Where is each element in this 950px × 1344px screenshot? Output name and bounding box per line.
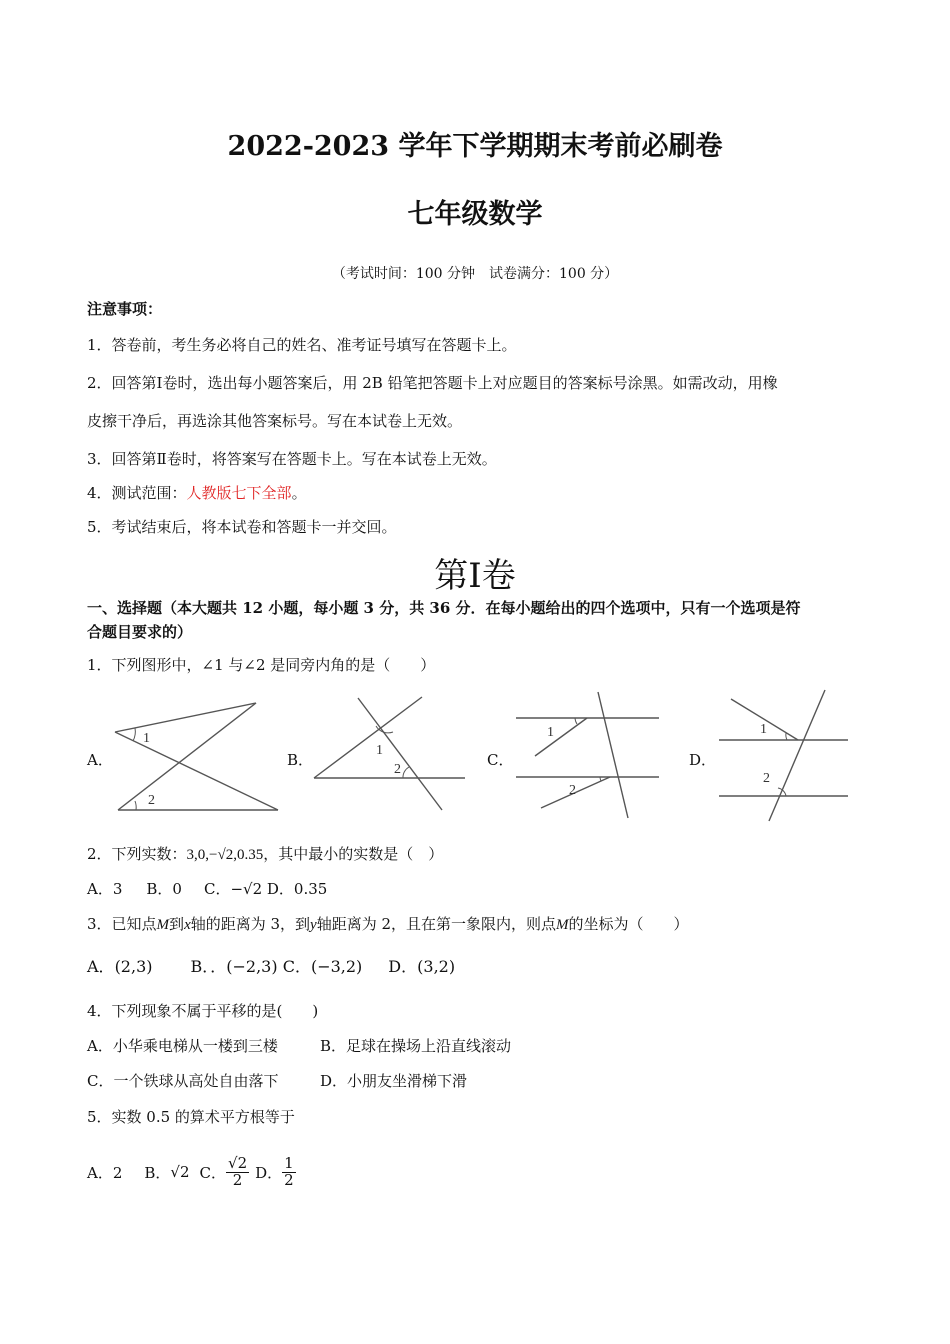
subject-title: 七年级数学 <box>407 199 543 230</box>
q5-option-b-label: B． <box>144 1163 171 1182</box>
q2-stem-suffix: ，其中最小的实数是（ ） <box>263 845 444 863</box>
figure-d <box>716 688 851 823</box>
q2-option-b: B．0 <box>146 880 182 898</box>
q3-option-b-label: B．． <box>190 957 227 976</box>
q5-option-c-fraction <box>226 1153 249 1189</box>
part-heading: 合题目要求的） <box>87 623 193 641</box>
q3-var-m: M <box>156 917 170 933</box>
q2-option-a: A．3 <box>87 880 123 898</box>
figure-b <box>310 692 470 817</box>
question-3-options <box>87 954 455 977</box>
q5-option-c-label: C． <box>199 1163 227 1182</box>
q3-option-c: (−3,2) <box>310 957 363 976</box>
q2-stem-prefix: 2．下列实数： <box>87 845 187 863</box>
q2-stem-values: 3,0,−√2,0.35 <box>186 847 264 863</box>
question-5-options <box>87 1147 296 1197</box>
note-item-scope <box>87 482 307 503</box>
q4-option-c: C．一个铁球从高处自由落下 <box>87 1072 279 1090</box>
fraction-denominator: 2 <box>232 1170 243 1189</box>
q4-option-a: A．小华乘电梯从一楼到三楼 <box>87 1037 278 1055</box>
section-title: 第Ⅰ卷 <box>434 556 516 596</box>
q1-option-a: A． <box>87 751 113 769</box>
note-item: 5．考试结束后，将本试卷和答题卡一并交回。 <box>87 518 397 536</box>
fraction-denominator: 2 <box>284 1170 294 1189</box>
q3-option-b: (−2,3) <box>226 957 278 976</box>
q3-stem-part: 3．已知点 <box>87 915 157 933</box>
exam-info: （考试时间：100 分钟 试卷满分：100 分） <box>331 266 619 282</box>
q5-option-a: A．2 <box>87 1163 123 1182</box>
question-1-stem: 1．下列图形中，∠1 与∠2 是同旁内角的是（ ） <box>87 656 436 674</box>
q3-stem-part: 轴的距离为 3，到 <box>190 915 311 933</box>
scope-prefix: 4．测试范围： <box>87 484 187 502</box>
q1-option-b: B． <box>287 751 314 769</box>
note-item: 3．回答第Ⅱ卷时，将答案写在答题卡上。写在本试卷上无效。 <box>87 450 497 468</box>
q3-stem-part: 轴距离为 2，且在第一象限内，则点 <box>316 915 557 933</box>
q1-option-c: C． <box>487 751 514 769</box>
q3-stem-part: 的坐标为（ ） <box>568 915 689 933</box>
q3-var-y: y <box>310 917 317 933</box>
q5-option-d-fraction <box>282 1153 296 1189</box>
angle-1-label: 1 <box>760 722 767 737</box>
q3-option-a-label: A． <box>87 957 115 976</box>
q4-option-d: D．小朋友坐滑梯下滑 <box>320 1072 468 1090</box>
note-item: 1．答卷前，考生务必将自己的姓名、准考证号填写在答题卡上。 <box>87 336 517 354</box>
angle-1-label: 1 <box>376 743 383 758</box>
question-2-stem <box>87 843 443 864</box>
q2-option-c-label: C． <box>203 880 231 898</box>
question-3-stem <box>87 913 689 934</box>
figure-c <box>513 690 663 820</box>
q3-var-m: M <box>556 917 569 933</box>
q5-option-b: √2 <box>170 1163 190 1181</box>
question-2-options <box>87 878 327 899</box>
scope-suffix: 。 <box>291 484 307 502</box>
q2-option-c-value: −√2 <box>230 880 263 898</box>
angle-2-label: 2 <box>763 771 770 786</box>
part-heading: 一、选择题（本大题共 12 小题，每小题 3 分，共 36 分．在每小题给出的四个选项中，只有一个选项是符 <box>87 599 801 617</box>
angle-2-label: 2 <box>569 783 576 798</box>
q3-stem-part: 到 <box>169 915 185 933</box>
q1-option-d: D． <box>689 751 717 769</box>
q2-option-d: D．0.35 <box>266 880 328 898</box>
angle-1-label: 1 <box>547 725 554 740</box>
q3-option-d-label: D． <box>388 957 418 976</box>
q3-option-d: (3,2) <box>417 957 456 976</box>
note-item: 皮擦干净后，再选涂其他答案标号。写在本试卷上无效。 <box>87 412 463 430</box>
q3-option-a: (2,3) <box>114 957 153 976</box>
fraction-numerator: √2 <box>228 1153 248 1172</box>
angle-2-label: 2 <box>148 793 155 808</box>
question-5-stem: 5．实数 0.5 的算术平方根等于 <box>87 1108 295 1126</box>
figure-a <box>108 695 288 820</box>
q3-option-c-label: C． <box>282 957 311 976</box>
exam-title: 2022-2023 学年下学期期末考前必刷卷 <box>227 131 723 162</box>
fraction-numerator: 1 <box>284 1153 294 1172</box>
note-item: 2．回答第Ⅰ卷时，选出每小题答案后，用 2B 铅笔把答题卡上对应题目的答案标号涂黑。如需改动，用橡 <box>87 374 778 392</box>
q3-var-x: x <box>184 917 191 933</box>
q5-option-d-label: D． <box>255 1163 283 1182</box>
scope-value: 人教版七下全部 <box>186 484 292 502</box>
notes-heading: 注意事项： <box>87 300 163 318</box>
angle-2-label: 2 <box>394 762 401 777</box>
q4-option-b: B．足球在操场上沿直线滚动 <box>320 1037 512 1055</box>
question-4-stem: 4．下列现象不属于平移的是( ) <box>87 1002 319 1020</box>
angle-1-label: 1 <box>143 731 150 746</box>
